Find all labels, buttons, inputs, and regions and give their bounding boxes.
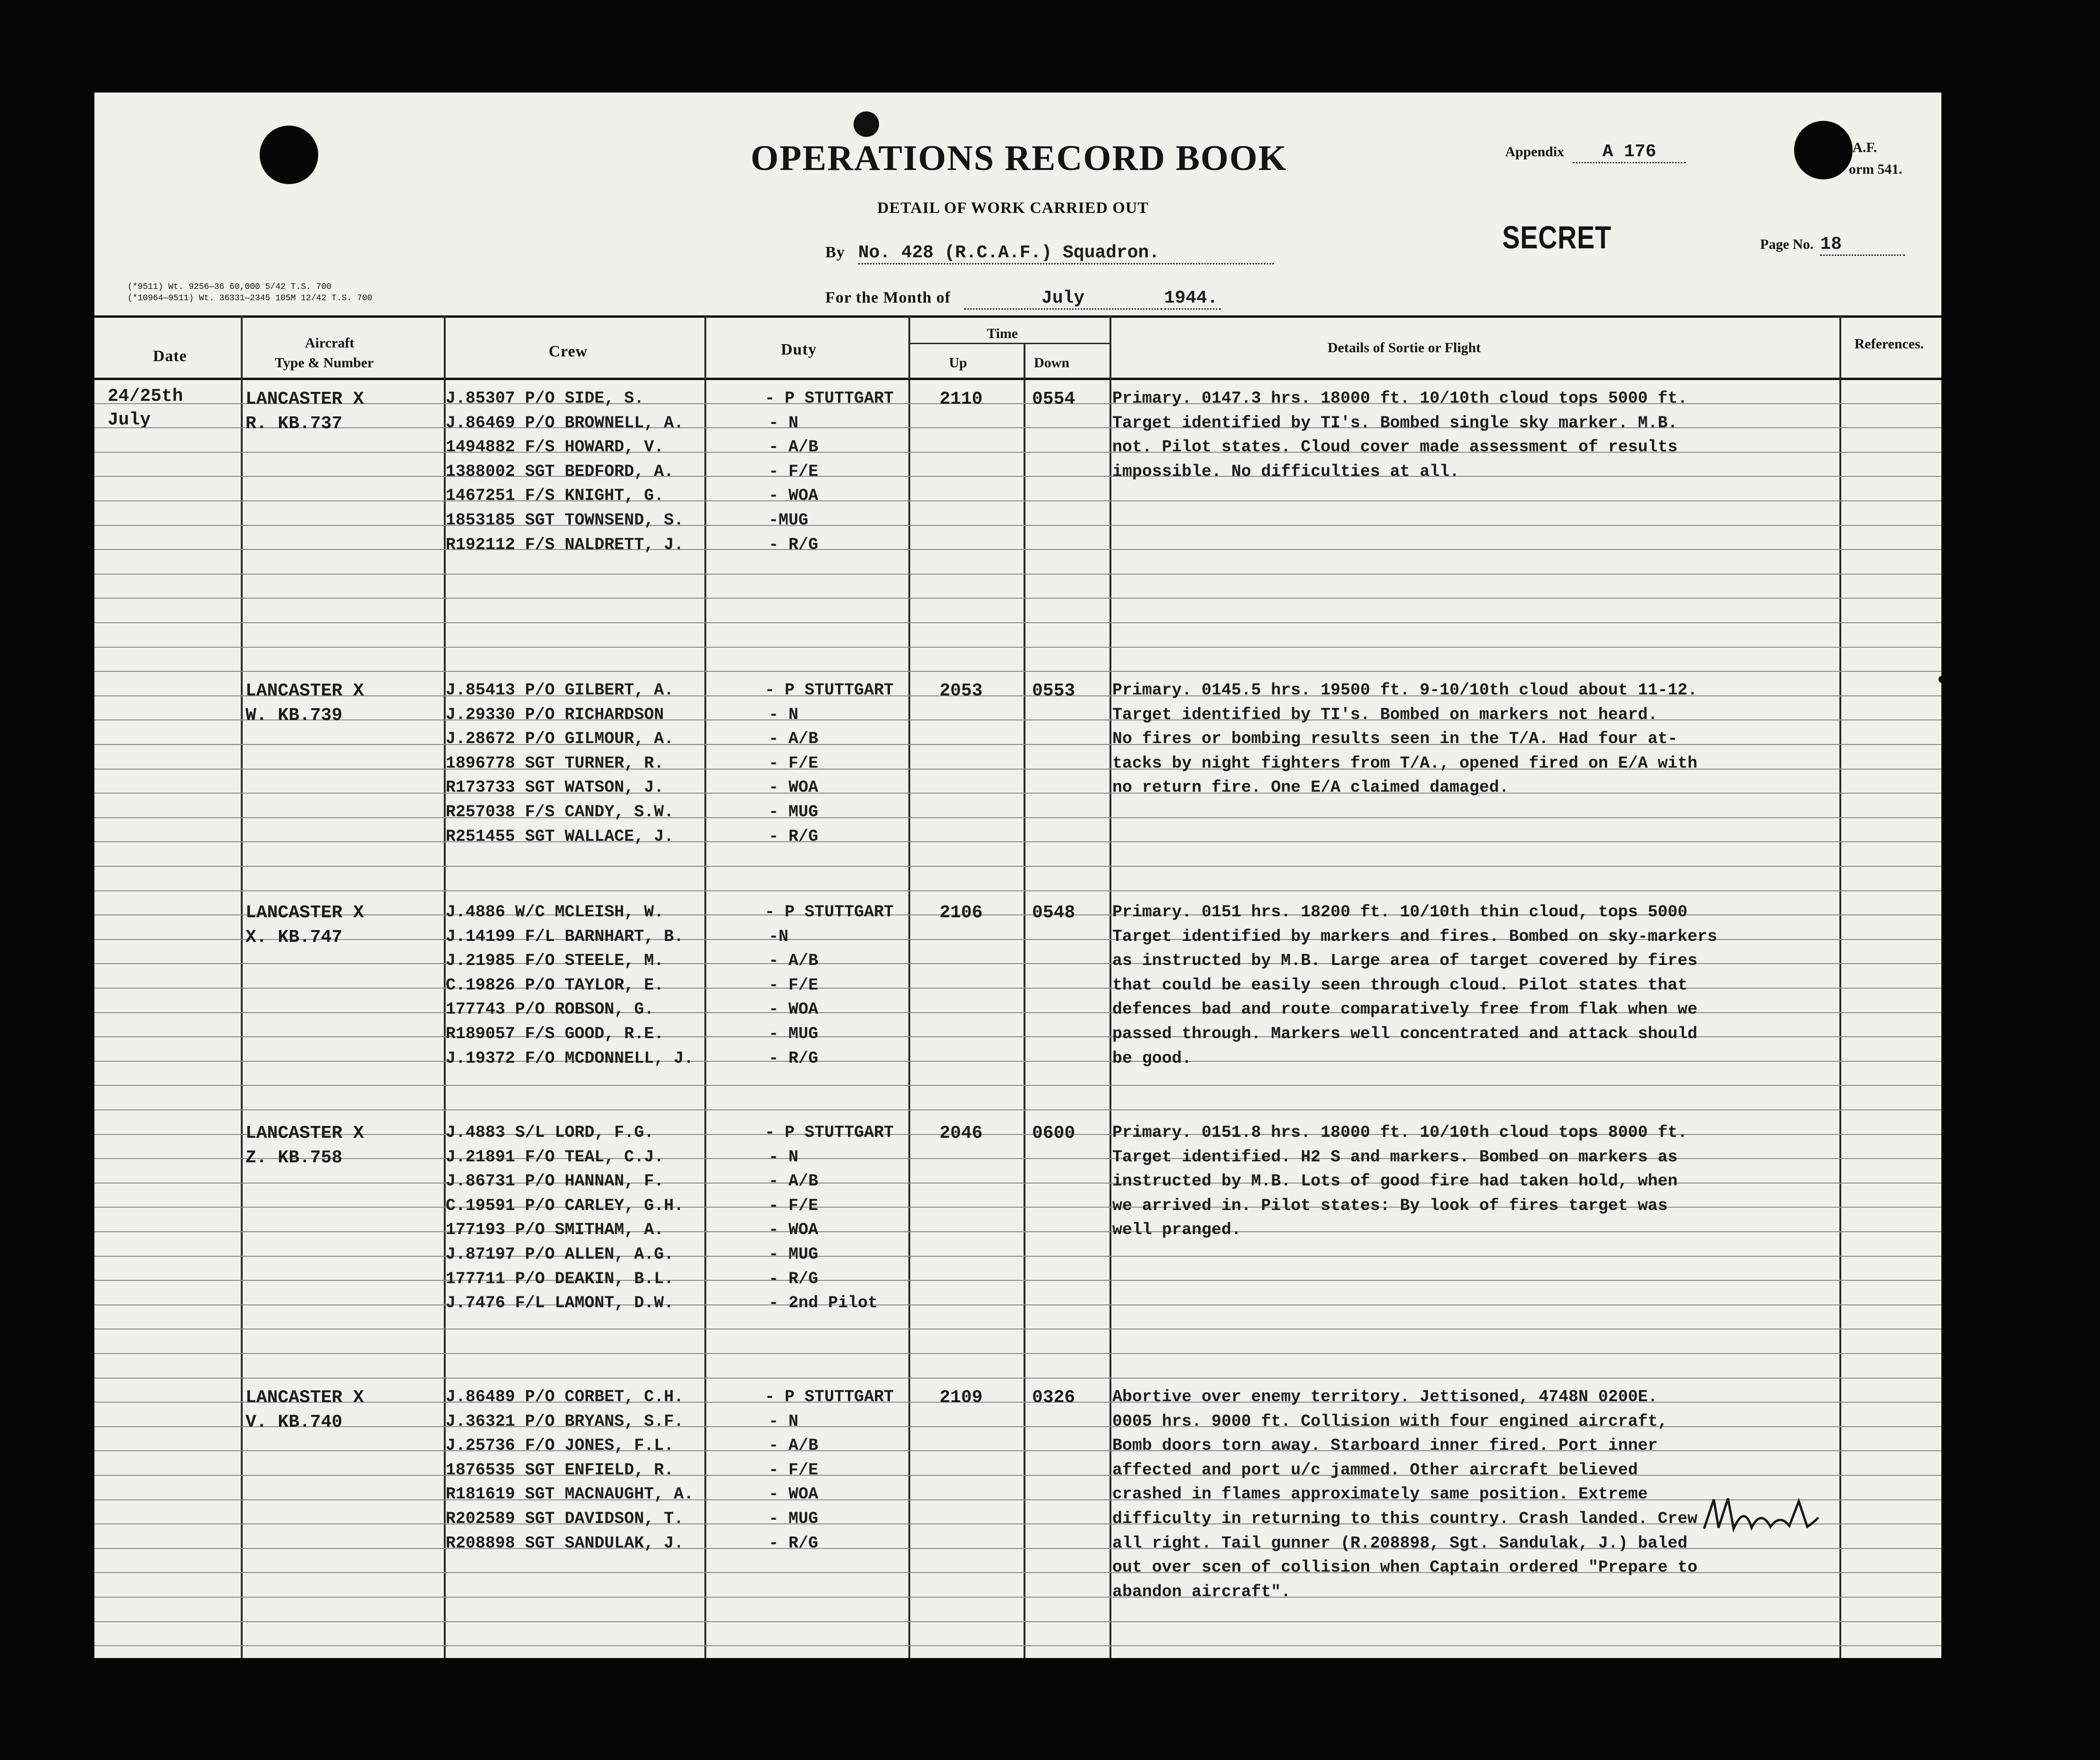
sortie-detail-line: as instructed by M.B. Large area of target covered by fires <box>1112 951 1698 970</box>
col-header-down: Down <box>1034 355 1070 371</box>
header-bottom-rule <box>94 378 1941 380</box>
crew-duty: - P STUTTGART <box>765 903 894 922</box>
aircraft-number: Z. KB.758 <box>246 1148 343 1168</box>
ruled-line <box>94 793 1941 794</box>
time-up: 2110 <box>940 389 983 409</box>
crew-member: R189057 F/S GOOD, R.E. <box>446 1024 664 1043</box>
time-down: 0553 <box>1032 681 1075 701</box>
crew-member: C.19826 P/O TAYLOR, E. <box>446 976 664 995</box>
sortie-detail-line: that could be easily seen through cloud. Pilot states that <box>1112 976 1688 995</box>
crew-member: J.19372 F/O MCDONNELL, J. <box>446 1049 694 1068</box>
col-divider <box>1109 315 1111 1658</box>
ruled-line <box>94 622 1941 623</box>
col-divider <box>1839 315 1841 1658</box>
aircraft-number: X. KB.747 <box>246 927 343 948</box>
crew-duty: - F/E <box>769 462 819 481</box>
crew-duty: - P STUTTGART <box>765 389 894 408</box>
crew-member: J.86489 P/O CORBET, C.H. <box>446 1388 684 1406</box>
crew-member: 1896778 SGT TURNER, R. <box>446 754 664 773</box>
sortie-detail-line: Target identified. H2 S and markers. Bombed on markers as <box>1112 1148 1678 1167</box>
crew-duty: - A/B <box>769 729 819 748</box>
sortie-detail-line: all right. Tail gunner (R.208898, Sgt. Sandulak, J.) baled <box>1112 1534 1688 1553</box>
crew-duty: - N <box>769 414 799 432</box>
col-header-time: Time <box>987 326 1018 341</box>
sortie-detail-line: Target identified by TI's. Bombed on markers not heard. <box>1112 705 1658 724</box>
aircraft-type: LANCASTER X <box>246 903 364 923</box>
sortie-detail-line: Primary. 0147.3 hrs. 18000 ft. 10/10th cloud tops 5000 ft. <box>1112 389 1688 408</box>
crew-duty: - A/B <box>769 1436 819 1455</box>
crew-duty: - F/E <box>769 1461 819 1480</box>
time-down: 0600 <box>1032 1123 1075 1143</box>
ruled-line <box>94 866 1941 867</box>
ruled-line <box>94 841 1941 842</box>
ruled-line <box>94 574 1941 575</box>
sortie-detail-line: difficulty in returning to this country. Crash landed. Crew <box>1112 1509 1698 1528</box>
time-up: 2106 <box>940 903 983 923</box>
crew-duty: - F/E <box>769 976 819 995</box>
time-up: 2053 <box>940 681 983 701</box>
print-code-2: (*10964—9511) Wt. 36331—2345 105M 12/42 T.S. 700 <box>127 294 373 303</box>
crew-member: R251455 SGT WALLACE, J. <box>446 827 674 846</box>
ruled-line <box>94 1353 1941 1354</box>
sortie-detail-line: 0005 hrs. 9000 ft. Collision with four engined aircraft, <box>1112 1412 1668 1431</box>
sortie-detail-line: not. Pilot states. Cloud cover made assessment of results <box>1112 438 1678 457</box>
sortie-detail-line: Primary. 0151 hrs. 18200 ft. 10/10th thin cloud, tops 5000 <box>1112 903 1688 922</box>
crew-member: 177743 P/O ROBSON, G. <box>446 1000 654 1019</box>
sortie-detail-line: be good. <box>1112 1049 1192 1068</box>
col-header-references: References. <box>1854 336 1924 352</box>
crew-duty: - P STUTTGART <box>765 1388 894 1406</box>
aircraft-number: R. KB.737 <box>246 414 343 434</box>
ruled-line <box>94 1328 1941 1329</box>
time-header-rule <box>908 343 1109 344</box>
ruled-line <box>94 647 1941 648</box>
crew-member: J.4883 S/L LORD, F.G. <box>446 1123 654 1142</box>
ruled-line <box>94 1621 1941 1622</box>
crew-duty: - R/G <box>769 1269 819 1288</box>
page-title: OPERATIONS RECORD BOOK <box>751 138 1287 178</box>
crew-member: 1467251 F/S KNIGHT, G. <box>446 486 664 505</box>
ruled-line <box>94 1597 1941 1598</box>
crew-duty: - MUG <box>769 803 819 821</box>
crew-duty: - WOA <box>769 1220 819 1239</box>
crew-member: 1494882 F/S HOWARD, V. <box>446 438 664 457</box>
form-number: orm 541. <box>1849 161 1903 177</box>
crew-duty: - P STUTTGART <box>765 681 894 700</box>
col-header-crew: Crew <box>549 343 588 360</box>
crew-duty: - MUG <box>769 1024 819 1043</box>
sortie-detail-line: Bomb doors torn away. Starboard inner fired. Port inner <box>1112 1436 1658 1455</box>
crew-member: J.21985 F/O STEELE, M. <box>446 951 664 970</box>
crew-duty: - WOA <box>769 1485 819 1504</box>
ruled-line <box>94 1231 1941 1232</box>
ruled-line <box>94 817 1941 818</box>
ruled-line <box>94 549 1941 550</box>
col-header-duty: Duty <box>781 341 817 358</box>
sortie-detail-line: Primary. 0151.8 hrs. 18000 ft. 10/10th cloud tops 8000 ft. <box>1112 1123 1688 1142</box>
aircraft-type: LANCASTER X <box>246 389 364 409</box>
ruled-line <box>94 1085 1941 1086</box>
time-down: 0326 <box>1032 1388 1075 1408</box>
date-cell-month: July <box>108 410 151 430</box>
ruled-line <box>94 1061 1941 1062</box>
crew-member: J.86731 P/O HANNAN, F. <box>446 1172 664 1191</box>
sortie-detail-line: Abortive over enemy territory. Jettisoned, 4748N 0200E. <box>1112 1388 1658 1406</box>
col-divider <box>1024 343 1025 1658</box>
ruled-line <box>94 525 1941 526</box>
crew-member: J.25736 F/O JONES, F.L. <box>446 1436 674 1455</box>
sortie-detail-line: Primary. 0145.5 hrs. 19500 ft. 9-10/10th cloud about 11-12. <box>1112 681 1698 700</box>
sortie-detail-line: tacks by night fighters from T/A., opened fired on E/A with <box>1112 754 1698 773</box>
col-header-up: Up <box>949 355 967 371</box>
crew-member: R208898 SGT SANDULAK, J. <box>446 1534 684 1553</box>
ruled-line <box>94 890 1941 891</box>
crew-member: C.19591 P/O CARLEY, G.H. <box>446 1196 684 1215</box>
col-divider <box>241 315 243 1658</box>
appendix-label: Appendix <box>1505 144 1565 160</box>
page-label: Page No. <box>1760 237 1814 252</box>
ruled-line <box>94 1378 1941 1379</box>
raf-label: .A.F. <box>1849 140 1877 155</box>
crew-member: 1876535 SGT ENFIELD, R. <box>446 1461 674 1480</box>
sortie-detail-line: crashed in flames approximately same position. Extreme <box>1112 1485 1648 1504</box>
crew-member: J.86469 P/O BROWNELL, A. <box>446 414 684 432</box>
col-divider <box>908 315 910 1658</box>
crew-member: R173733 SGT WATSON, J. <box>446 778 664 797</box>
sortie-detail-line: we arrived in. Pilot states: By look of fires target was <box>1112 1196 1668 1215</box>
crew-member: J.14199 F/L BARNHART, B. <box>446 927 684 946</box>
crew-member: J.21891 F/O TEAL, C.J. <box>446 1148 664 1167</box>
record-sheet <box>94 93 1941 1658</box>
aircraft-type: LANCASTER X <box>246 681 364 701</box>
crew-duty: - MUG <box>769 1245 819 1264</box>
col-header-aircraft: Aircraft <box>305 335 355 351</box>
crew-duty: - R/G <box>769 1049 819 1068</box>
year-value: 1944. <box>1164 288 1221 310</box>
appendix-value: A 176 <box>1573 142 1686 163</box>
time-down: 0548 <box>1032 903 1075 923</box>
col-header-date: Date <box>153 347 187 365</box>
crew-duty: - WOA <box>769 778 819 797</box>
crew-duty: -N <box>769 927 789 946</box>
sortie-detail-line: No fires or bombing results seen in the T/A. Had four at- <box>1112 729 1678 748</box>
crew-duty: - F/E <box>769 1196 819 1215</box>
ruled-line <box>94 1280 1941 1281</box>
crew-duty: -MUG <box>769 511 809 530</box>
crew-duty: - WOA <box>769 486 819 505</box>
by-label: By <box>825 244 845 261</box>
page-value: 18 <box>1820 234 1905 256</box>
crew-member: 1388002 SGT BEDFORD, A. <box>446 462 674 481</box>
page-subtitle: DETAIL OF WORK CARRIED OUT <box>877 199 1149 217</box>
crew-member: 177711 P/O DEAKIN, B.L. <box>446 1269 674 1288</box>
crew-duty: - R/G <box>769 1534 819 1553</box>
crew-duty: - N <box>769 1412 799 1431</box>
crew-duty: - P STUTTGART <box>765 1123 894 1142</box>
sortie-detail-line: passed through. Markers well concentrated and attack should <box>1112 1024 1698 1043</box>
signature <box>1700 1490 1822 1547</box>
ruled-line <box>94 598 1941 599</box>
time-down: 0554 <box>1032 389 1075 409</box>
squadron-value: No. 428 (R.C.A.F.) Squadron. <box>858 243 1274 264</box>
table-top-rule <box>94 315 1941 318</box>
ruled-line <box>94 1450 1941 1451</box>
crew-member: R257038 F/S CANDY, S.W. <box>446 803 674 821</box>
col-header-aircraft-type: Type & Number <box>275 355 374 371</box>
col-header-details: Details of Sortie or Flight <box>1328 340 1481 355</box>
crew-member: 177193 P/O SMITHAM, A. <box>446 1220 664 1239</box>
ruled-line <box>94 1645 1941 1646</box>
aircraft-number: V. KB.740 <box>246 1412 343 1432</box>
sortie-detail-line: instructed by M.B. Lots of good fire had taken hold, when <box>1112 1172 1678 1191</box>
sortie-detail-line: affected and port u/c jammed. Other aircraft believed <box>1112 1461 1638 1480</box>
crew-member: J.29330 P/O RICHARDSON <box>446 705 664 724</box>
date-cell: 24/25th <box>108 386 183 406</box>
crew-duty: - A/B <box>769 1172 819 1191</box>
month-value: July <box>964 288 1162 310</box>
time-up: 2109 <box>940 1388 983 1408</box>
crew-member: R202589 SGT DAVIDSON, T. <box>446 1509 684 1528</box>
sortie-detail-line: impossible. No difficulties at all. <box>1112 462 1460 481</box>
ruled-line <box>94 1499 1941 1500</box>
ruled-line <box>94 719 1941 720</box>
crew-member: J.85413 P/O GILBERT, A. <box>446 681 674 700</box>
crew-duty: - MUG <box>769 1509 819 1528</box>
crew-member: J.4886 W/C MCLEISH, W. <box>446 903 664 922</box>
crew-member: R181619 SGT MACNAUGHT, A. <box>446 1485 694 1504</box>
crew-duty: - N <box>769 1148 799 1167</box>
sortie-detail-line: no return fire. One E/A claimed damaged. <box>1112 778 1509 797</box>
crew-member: J.85307 P/O SIDE, S. <box>446 389 644 408</box>
aircraft-type: LANCASTER X <box>246 1388 364 1408</box>
sortie-detail-line: defences bad and route comparatively free from flak when we <box>1112 1000 1698 1019</box>
ruled-line <box>94 1402 1941 1403</box>
crew-duty: - WOA <box>769 1000 819 1019</box>
crew-duty: - 2nd Pilot <box>769 1294 878 1312</box>
secret-stamp: SECRET <box>1502 220 1612 255</box>
sortie-detail-line: well pranged. <box>1112 1220 1242 1239</box>
ruled-line <box>94 1475 1941 1476</box>
aircraft-number: W. KB.739 <box>246 705 343 726</box>
sortie-detail-line: Target identified by markers and fires. Bombed on sky-markers <box>1112 927 1718 946</box>
time-up: 2046 <box>940 1123 983 1143</box>
crew-member: J.28672 P/O GILMOUR, A. <box>446 729 674 748</box>
sortie-detail-line: abandon aircraft". <box>1112 1582 1291 1601</box>
crew-duty: - A/B <box>769 951 819 970</box>
sortie-detail-line: Target identified by TI's. Bombed single sky marker. M.B. <box>1112 414 1678 432</box>
crew-member: J.36321 P/O BRYANS, S.F. <box>446 1412 684 1431</box>
crew-member: J.87197 P/O ALLEN, A.G. <box>446 1245 674 1264</box>
crew-duty: - A/B <box>769 438 819 457</box>
month-label: For the Month of <box>825 289 951 306</box>
crew-duty: - R/G <box>769 827 819 846</box>
ruled-line <box>94 500 1941 501</box>
ruled-line <box>94 1304 1941 1305</box>
print-code-1: (*9511) Wt. 9256—36 60,000 5/42 T.S. 700 <box>127 282 332 292</box>
ruled-line <box>94 1109 1941 1110</box>
crew-member: J.7476 F/L LAMONT, D.W. <box>446 1294 674 1312</box>
ruled-line <box>94 1256 1941 1257</box>
col-divider <box>704 315 706 1658</box>
aircraft-type: LANCASTER X <box>246 1123 364 1143</box>
crew-duty: - N <box>769 705 799 724</box>
reference-mark <box>1939 676 1941 683</box>
crew-duty: - F/E <box>769 754 819 773</box>
crew-duty: - R/G <box>769 535 819 554</box>
crew-member: R192112 F/S NALDRETT, J. <box>446 535 684 554</box>
sortie-detail-line: out over scen of collision when Captain ordered "Prepare to <box>1112 1558 1698 1577</box>
ruled-line <box>94 671 1941 672</box>
crew-member: 1853185 SGT TOWNSEND, S. <box>446 511 684 530</box>
ruled-line <box>94 476 1941 477</box>
